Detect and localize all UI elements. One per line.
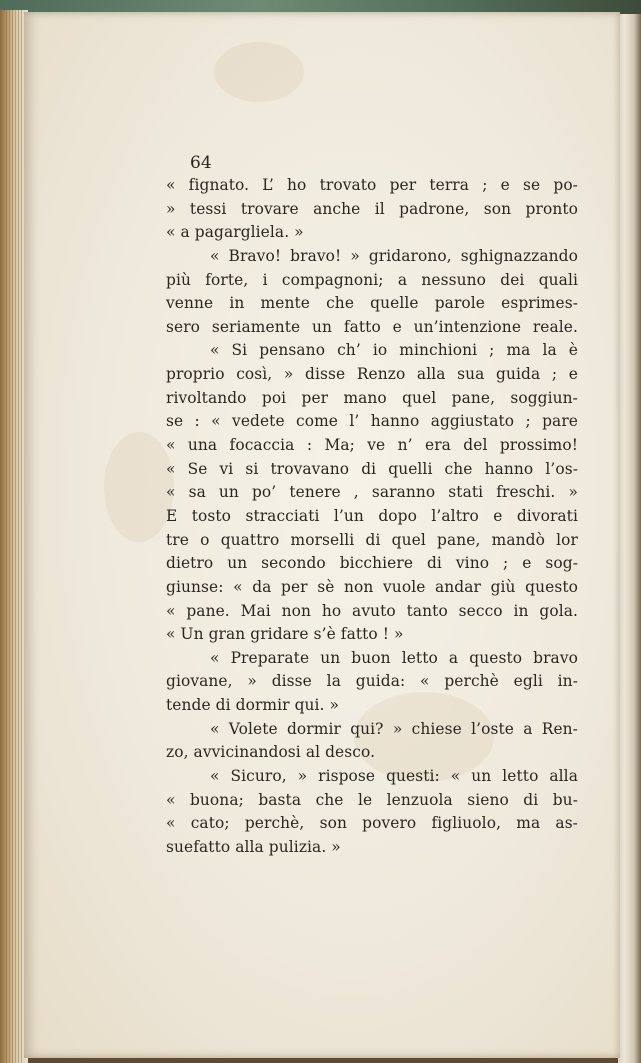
text-lines	[166, 174, 578, 860]
text-line: « Bravo! bravo! » gridarono, sghignazzando	[210, 246, 578, 265]
text-line: tende di dormir qui. »	[166, 696, 340, 715]
text-line: suefatto alla pulizia. »	[166, 837, 341, 856]
text-line: se : « vedete come l’ hanno aggiustato ; pare	[166, 412, 578, 431]
text-line: « fignato. L’ ho trovato per terra ; e se po-	[166, 176, 578, 194]
text-line: sero seriamente un fatto e un’intenzione reale.	[166, 317, 578, 336]
text-line: venne in mente che quelle parole esprimes-	[166, 294, 578, 313]
text-line: « Preparate un buon letto a questo bravo	[210, 648, 578, 667]
text-line: più forte, i compagnoni; a nessuno dei quali	[166, 270, 578, 289]
text-line: « sa un po’ tenere , saranno stati freschi. »	[166, 483, 578, 502]
text-line: « una focaccia : Ma; ve n’ era del prossimo!	[166, 436, 578, 455]
text-line: « buona; basta che le lenzuola sieno di bu-	[166, 790, 578, 809]
text-line: « Sicuro, » rispose questi: « un letto alla	[210, 767, 578, 786]
text-line: « Si pensano ch’ io minchioni ; ma la è	[210, 341, 578, 360]
text-line: E tosto stracciati l’un dopo l’altro e divorati	[166, 506, 578, 525]
text-line: giovane, » disse la guida: « perchè egli in-	[166, 672, 578, 691]
page-stack-edges	[6, 10, 22, 1063]
text-line: « pane. Mai non ho avuto tanto secco in gola.	[166, 601, 578, 620]
text-line: « Se vi si trovavano di quelli che hanno l’os-	[166, 459, 578, 478]
text-line: dietro un secondo bicchiere di vino ; e sog-	[166, 554, 578, 573]
text-line: giunse: « da per sè non vuole andar giù questo	[166, 577, 578, 596]
page-number: 64	[190, 153, 212, 173]
text-line: « a pagargliela. »	[166, 223, 304, 242]
page-fore-edge	[618, 14, 641, 1063]
text-line: rivoltando poi per mano quel pane, soggiun-	[166, 388, 578, 407]
text-line: proprio così, » disse Renzo alla sua guida ; e	[166, 365, 578, 384]
text-line: « Volete dormir qui? » chiese l’oste a Ren-	[210, 719, 578, 738]
text-line: « Un gran gridare s’è fatto ! »	[166, 625, 404, 644]
paper-stain	[104, 432, 174, 542]
text-line: « cato; perchè, son povero figliuolo, ma as-	[166, 814, 578, 833]
paper-stain	[214, 42, 304, 102]
text-line: tre o quattro morselli di quel pane, mandò lor	[166, 530, 578, 549]
page-text	[166, 152, 578, 860]
text-line: » tessi trovare anche il padrone, son pronto	[166, 199, 578, 218]
text-line: zo, avvicinandosi al desco.	[166, 743, 376, 762]
